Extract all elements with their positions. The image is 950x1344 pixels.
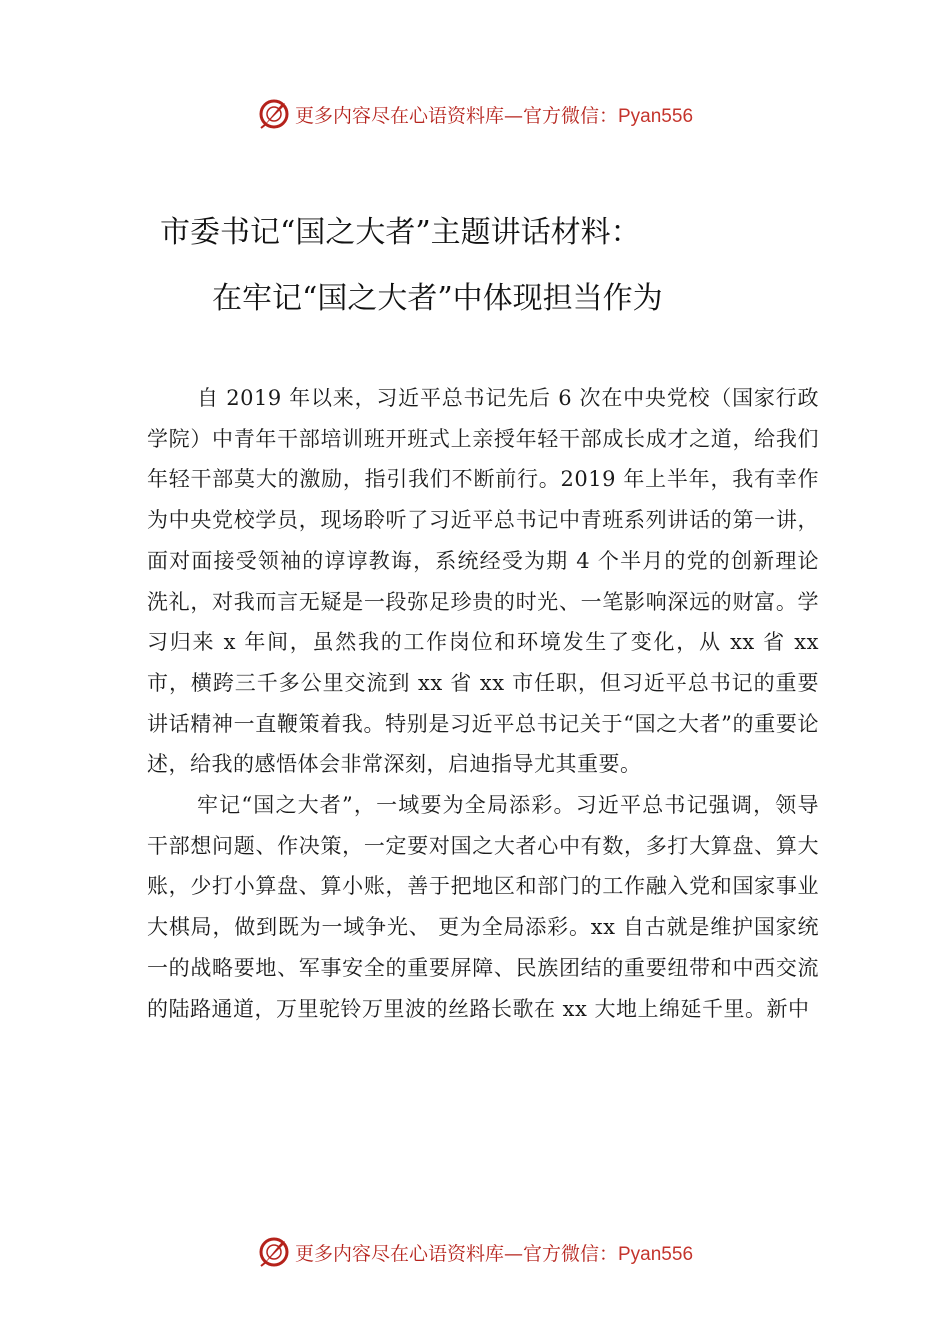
watermark-wechat-id: Pyan556: [618, 105, 694, 127]
body-paragraph-2: 牢记“国之大者”，一域要为全局添彩。习近平总书记强调，领导干部想问题、作决策，一定要对国之大者心中有数，多打大算盘、算大账，少打小算盘、算小账，善于把地区和部门的工作融入党和国家事业大棋局，做到既为一域争光、 更为全局添彩。xx 自古就是维护国家统一的战略要地、军事安全的重要屏障、民族团结的重要纽带和中西交流的陆路通道，万里驼铃万里波的丝路长歌在 xx 大地上绵延千里。新中: [147, 793, 819, 1021]
watermark-text: 更多内容尽在心语资料库—官方微信：Pyan556: [294, 1242, 694, 1265]
body-paragraph-1: 自 2019 年以来，习近平总书记先后 6 次在中央党校（国家行政学院）中青年干部培训班开班式上亲授年轻干部成长成才之道，给我们年轻干部莫大的激励，指引我们不断前行。2019 年上半年，我有幸作为中央党校学员，现场聆听了习近平总书记中青班系列讲话的第一讲，面对面接受领袖的谆谆教诲，系统经受为期 4 个半月的党的创新理论洗礼，对我而言无疑是一段弥足珍贵的时光、一笔影响深远的财富。学习归来 x 年间，虽然我的工作岗位和环境发生了变化，从 xx 省 xx 市，横跨三千多公里交流到 xx 省 xx 市任职，但习近平总书记的重要讲话精神一直鞭策着我。特别是习近平总书记关于“国之大者”的重要论述，给我的感悟体会非常深刻，启迪指导尤其重要。: [147, 386, 819, 777]
document-body: [147, 378, 819, 1029]
quill-pen-logo-icon: [257, 1235, 291, 1269]
document-title-line-2: 在牢记“国之大者”中体现担当作为: [212, 281, 663, 316]
watermark-text: 更多内容尽在心语资料库—官方微信：Pyan556: [294, 104, 694, 127]
footer-watermark: [0, 1234, 950, 1270]
header-watermark: [0, 96, 950, 132]
quill-pen-logo-icon: [257, 97, 291, 131]
watermark-wechat-id: Pyan556: [618, 1243, 694, 1265]
document-title-line-1: 市委书记“国之大者”主题讲话材料：: [160, 215, 641, 250]
